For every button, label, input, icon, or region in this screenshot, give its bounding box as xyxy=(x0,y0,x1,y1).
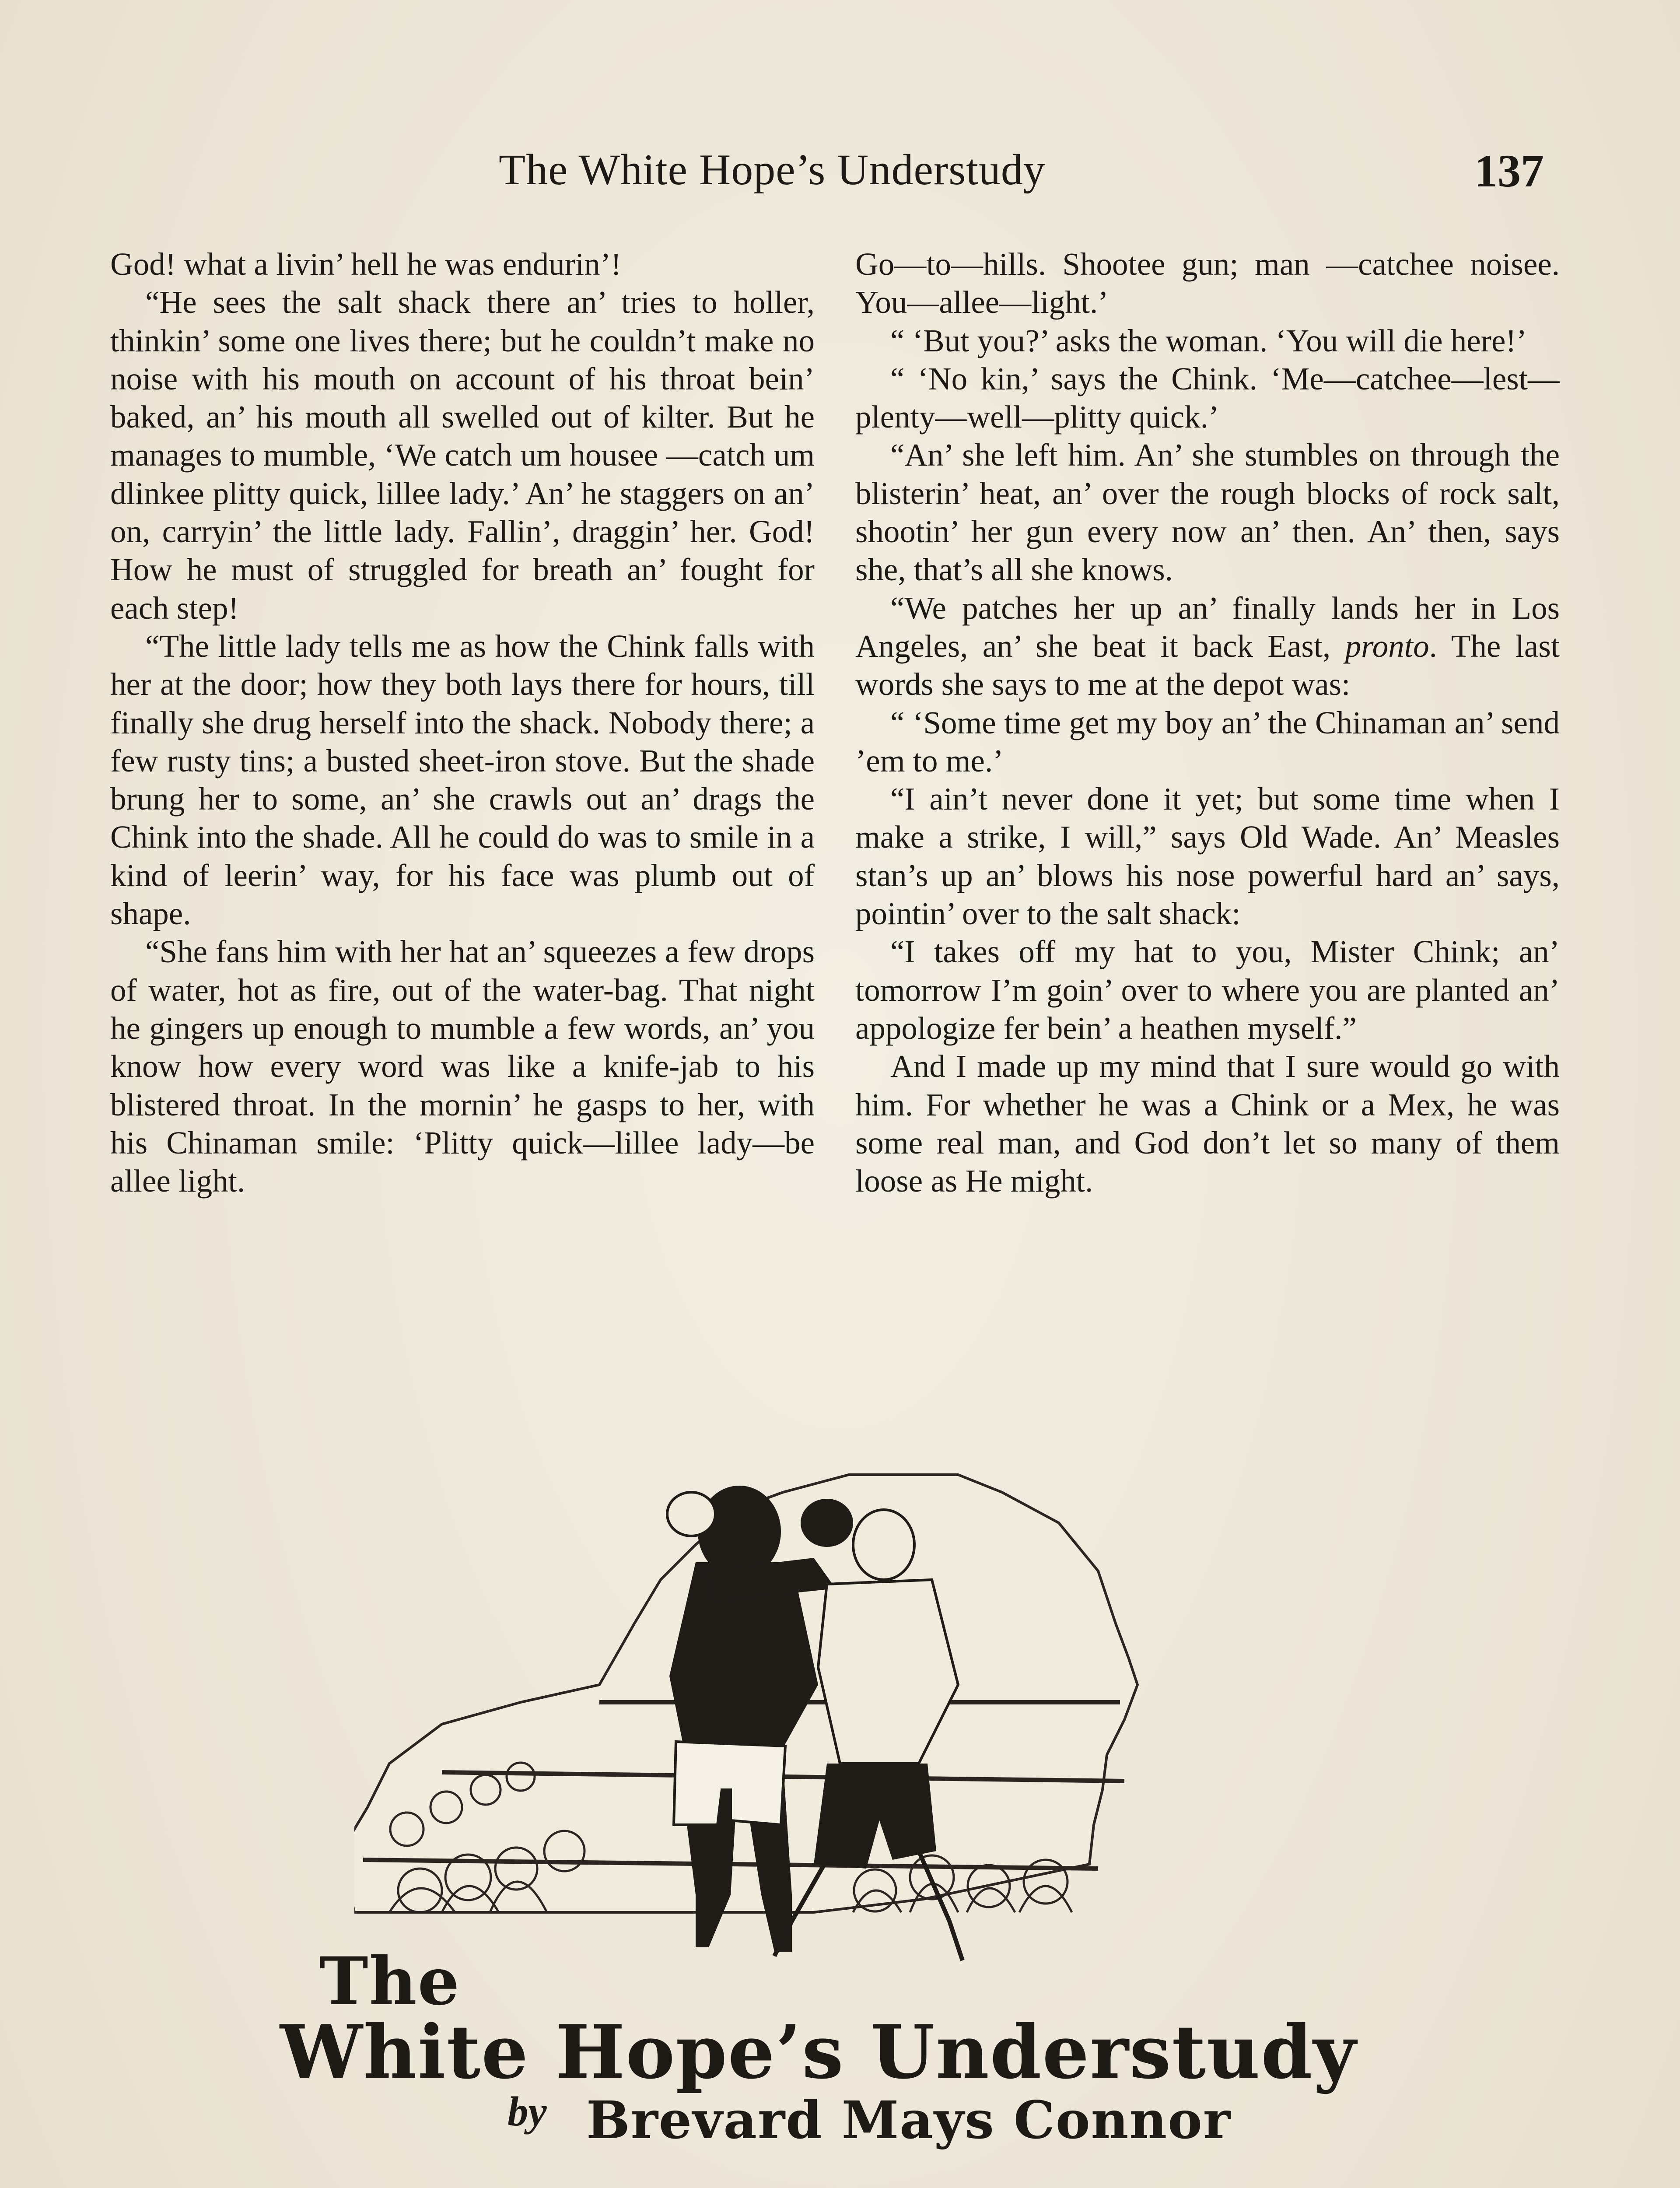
title-the: The xyxy=(319,1943,461,2020)
italic-word: pronto xyxy=(1345,628,1429,664)
byline-by: by xyxy=(508,2088,547,2135)
boxing-glove xyxy=(801,1499,853,1547)
white-trunks xyxy=(674,1742,785,1825)
paragraph: “I takes off my hat to you, Mister Chink; an’ tomorrow I’m goin’ over to where you are planted an’ appologize fer bein’ a heathen myself.” xyxy=(855,934,1560,1046)
paragraph: “The little lady tells me as how the Chink falls with her at the door; how they both lays there for hours, till finally she drug herself into the shack. Nobody there; a few rusty tins; a busted sheet-iron stove. But the shade brung her to some, an’ she crawls out an’ drags the Chink into the shade. All he could do was to smile in a kind of leerin’ way, for his face was plumb out of shape. xyxy=(110,628,815,932)
author-name: Brevard Mays Connor xyxy=(586,2090,1231,2150)
paragraph: “He sees the salt shack there an’ tries to holler, thinkin’ some one lives there; but he couldn’t make no noise with his mouth on account of his throat bein’ baked, an’ his mouth all swelled out of kilter. But he manages to mumble, ‘We catch um housee —catch um dlinkee plitty quick, lillee lady.’ An’ he staggers on an’ on, carryin’ the little lady. Fallin’, draggin’ her. God! How he must of struggled for breath an’ fought for each step! xyxy=(110,284,815,626)
text-run: “We patches her up an’ finally lands her in Los Angeles, an’ she beat it back East, xyxy=(855,590,1560,664)
paragraph: “ ‘Some time get my boy an’ the Chinaman an’ send ’em to me.’ xyxy=(855,705,1560,778)
paragraph: “An’ she left him. An’ she stumbles on through the blisterin’ heat, an’ over the rough blocks of rock salt, shootin’ her gun every now an’ then. An’ then, says she, that’s all she knows. xyxy=(855,437,1560,588)
boxing-glove xyxy=(667,1492,715,1536)
paragraph: God! what a livin’ hell he was endurin’! xyxy=(110,246,622,282)
paragraph: “ ‘No kin,’ says the Chink. ‘Me—catchee—lest—plenty—well—plitty quick.’ xyxy=(855,361,1560,435)
left-column xyxy=(110,245,815,1200)
paragraph: “She fans him with her hat an’ squeezes a few drops of water, hot as fire, out of the water-bag. That night he gingers up enough to mumble a few words, an’ you know how every word was like a knife-jab to his blistered throat. In the mornin’ he gasps to her, with his Chinaman smile: ‘Plitty quick—lillee lady—be allee light. xyxy=(110,934,815,1199)
paragraph: “I ain’t never done it yet; but some time when I make a strike, I will,” says Old Wade. An’ Measles stan’s up an’ blows his nose powerful hard an’ says, pointin’ over to the salt shack: xyxy=(855,781,1560,932)
paragraph: “ ‘But you?’ asks the woman. ‘You will die here!’ xyxy=(890,323,1527,358)
page-number: 137 xyxy=(1474,145,1544,196)
paragraph xyxy=(855,589,1560,704)
text-run: . The last words she says to me at the depot was: xyxy=(855,628,1560,702)
running-head: The White Hope’s Understudy xyxy=(499,145,1046,194)
right-column xyxy=(855,245,1560,1200)
story-title-block xyxy=(280,1943,1418,2162)
paragraph: Go—to—hills. Shootee gun; man —catchee noisee. You—allee—light.’ xyxy=(855,246,1560,320)
paragraph: And I made up my mind that I sure would go with him. For whether he was a Chink or a Mex, he was some real man, and God don’t let so many of them loose as He might. xyxy=(855,1048,1560,1199)
boxing-illustration xyxy=(354,1457,1304,2022)
story-title: White Hope’s Understudy xyxy=(280,2009,1357,2095)
